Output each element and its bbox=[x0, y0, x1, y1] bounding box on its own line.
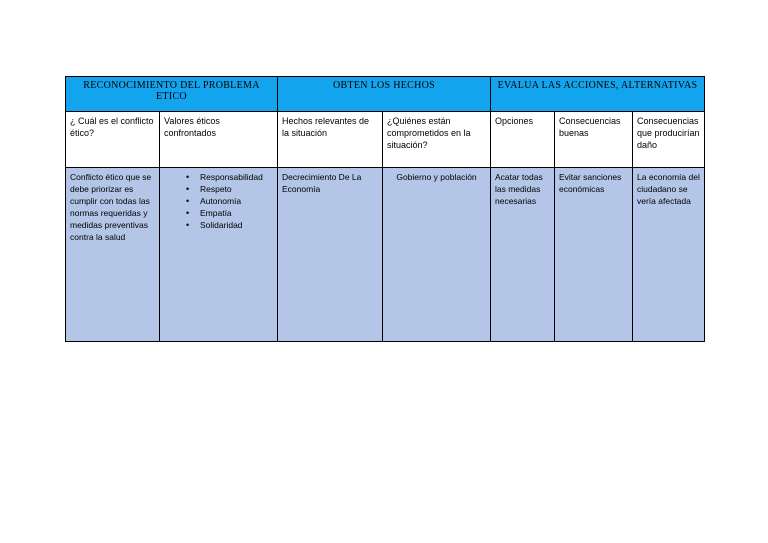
subheader-options: Opciones bbox=[491, 112, 555, 168]
list-item: • Empatía bbox=[186, 207, 273, 219]
list-item: • Respeto bbox=[186, 183, 273, 195]
cell-involved bbox=[383, 168, 491, 342]
list-item: • Solidaridad bbox=[186, 219, 273, 231]
cell-good-consequences: Evitar sanciones económicas bbox=[555, 168, 633, 342]
header-facts: OBTEN LOS HECHOS bbox=[278, 77, 491, 112]
header-recognition: RECONOCIMIENTO DEL PROBLEMA ETICO bbox=[66, 77, 278, 112]
list-item: • Autonomía bbox=[186, 195, 273, 207]
subheader-conflict: ¿ Cuál es el conflicto ético? bbox=[66, 112, 160, 168]
values-list bbox=[164, 171, 273, 231]
header-evaluate: EVALUA LAS ACCIONES, ALTERNATIVAS bbox=[491, 77, 705, 112]
cell-facts: Decrecimiento De La Economía bbox=[278, 168, 383, 342]
involved-text: Gobierno y población bbox=[396, 172, 477, 182]
subheader-harm-consequences: Consecuencias que producirían daño bbox=[633, 112, 705, 168]
subheader-values: Valores éticos confrontados bbox=[160, 112, 278, 168]
cell-values bbox=[160, 168, 278, 342]
subheader-row bbox=[66, 112, 705, 168]
list-item: • Responsabilidad bbox=[186, 171, 273, 183]
content-row bbox=[66, 168, 705, 342]
cell-harm-consequences: La economía del ciudadano se vería afectada bbox=[633, 168, 705, 342]
subheader-good-consequences: Consecuencias buenas bbox=[555, 112, 633, 168]
header-row bbox=[66, 77, 705, 112]
ethics-table bbox=[65, 76, 705, 342]
cell-options: Acatar todas las medidas necesarias bbox=[491, 168, 555, 342]
subheader-facts: Hechos relevantes de la situación bbox=[278, 112, 383, 168]
subheader-involved: ¿Quiénes están comprometidos en la situación? bbox=[383, 112, 491, 168]
cell-conflict: Conflicto ético que se debe priorizar es cumplir con todas las normas requeridas y medidas preventivas contra la salud bbox=[66, 168, 160, 342]
